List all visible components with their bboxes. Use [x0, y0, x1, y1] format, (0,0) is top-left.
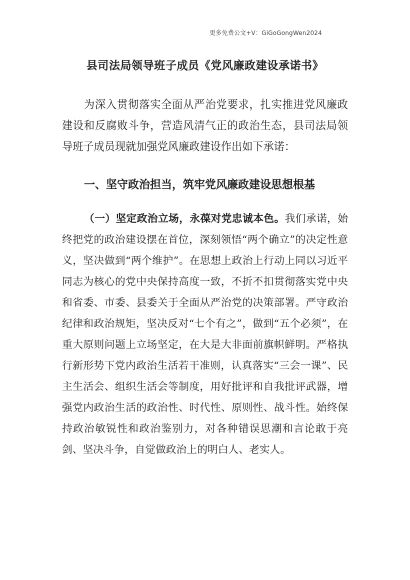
paragraph-lead: （一）坚定政治立场，永葆对党忠诚本色。 — [84, 213, 285, 225]
paragraph-body: 我们承诺，始终把党的政治建设摆在首位，深刻领悟“两个确立”的决定性意义，坚决做到“两个维护”。在思想上政治上行动上同以习近平同志为核心的党中央保持高度一致，不折不扣贯彻落实党中央和省委、市委、县委关于全面从严治党的决策部署。严守政治纪律和政治规矩，坚决反对“七个有之”，做到“五个必须”，在重大原则问题上立场坚定，在大是大非面前旗帜鲜明。严格执行新形势下党内政治生活若干准则，认真落实“三会一课”、民主生活会、组织生活会等制度，用好批评和自我批评武器，增强党内政治生活的政治性、时代性、原则性、战斗性。始终保持政治敏锐性和政治鉴别力，对各种错误思潮和言论敢于亮剑、坚决斗争，自觉做政治上的明白人、老实人。 — [62, 213, 349, 456]
section-heading: 一、坚守政治担当，筑牢党风廉政建设思想根基 — [84, 178, 315, 191]
intro-paragraph: 为深入贯彻落实全面从严治党要求，扎实推进党风廉政建设和反腐败斗争，营造风清气正的政治生态，县司法局领导班子成员现就加强党风廉政建设作出如下承诺： — [62, 99, 348, 153]
watermark-text: 更多免费公文+V：GiGoGongWen2024 — [209, 30, 322, 37]
document-title: 县司法局领导班子成员《党风廉政建设承诺书》 — [86, 59, 324, 72]
body-paragraph — [62, 209, 348, 461]
